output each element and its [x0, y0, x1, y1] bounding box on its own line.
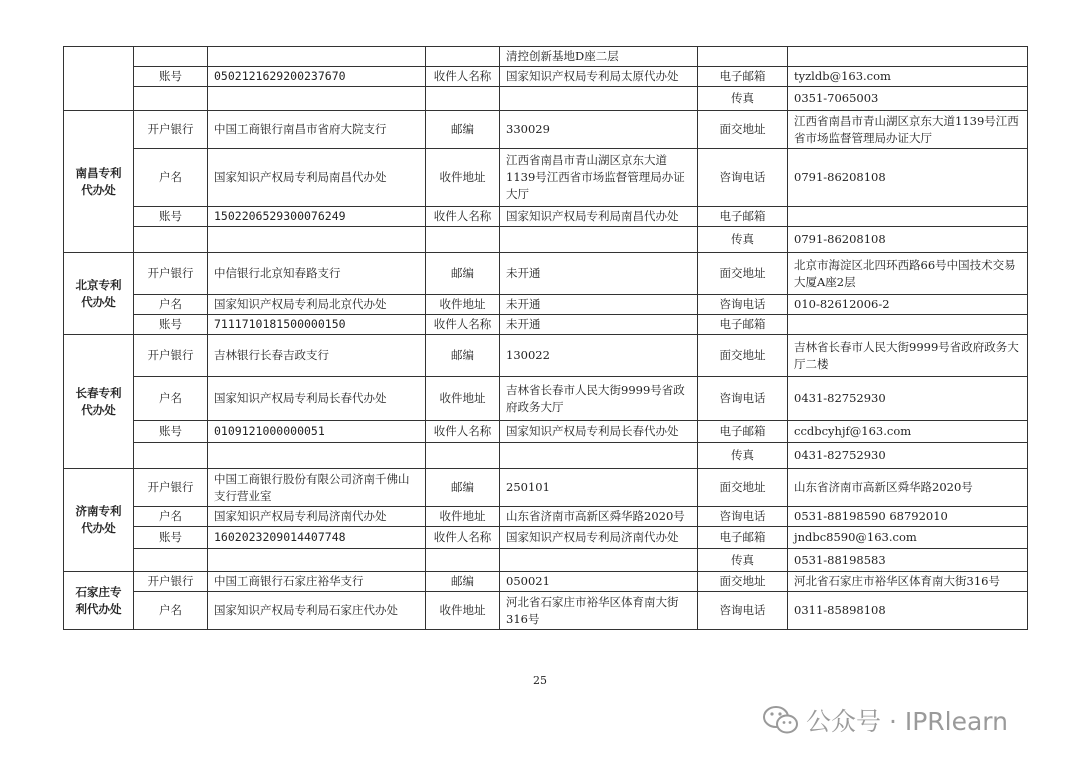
- row-value: 吉林银行长春吉政支行: [208, 335, 426, 377]
- table-row: [64, 253, 1028, 295]
- table-row: [64, 335, 1028, 377]
- row-value: 中国工商银行股份有限公司济南千佛山支行营业室: [208, 469, 426, 507]
- row-label: 邮编: [426, 469, 500, 507]
- row-value: 1602023209014407748: [208, 527, 426, 549]
- table-row: [64, 469, 1028, 507]
- row-label: 面交地址: [698, 253, 788, 295]
- row-label: 开户银行: [134, 335, 208, 377]
- row-value: 1502206529300076249: [208, 207, 426, 227]
- row-value: 国家知识产权局专利局济南代办处: [208, 507, 426, 527]
- office-name: 长春专利代办处: [64, 335, 134, 469]
- row-label: [134, 227, 208, 253]
- row-value: 未开通: [500, 253, 698, 295]
- row-value: 0791-86208108: [788, 149, 1028, 207]
- row-value: 吉林省长春市人民大街9999号省政府政务大厅: [500, 377, 698, 421]
- row-value: 吉林省长春市人民大街9999号省政府政务大厅二楼: [788, 335, 1028, 377]
- table-row: [64, 549, 1028, 572]
- row-label: 收件地址: [426, 295, 500, 315]
- row-label: 传真: [698, 87, 788, 111]
- row-label: 账号: [134, 315, 208, 335]
- row-value: 0311-85898108: [788, 592, 1028, 630]
- row-value: 山东省济南市高新区舜华路2020号: [500, 507, 698, 527]
- row-label: 收件人名称: [426, 315, 500, 335]
- row-value: 7111710181500000150: [208, 315, 426, 335]
- wechat-icon: [762, 704, 800, 736]
- row-label: 面交地址: [698, 469, 788, 507]
- row-value: 250101: [500, 469, 698, 507]
- row-label: 户名: [134, 507, 208, 527]
- table-row: [64, 67, 1028, 87]
- row-value: 江西省南昌市青山湖区京东大道1139号江西省市场监督管理局办证大厅: [500, 149, 698, 207]
- row-label: 咨询电话: [698, 592, 788, 630]
- row-value: 中国工商银行南昌市省府大院支行: [208, 111, 426, 149]
- row-value: [788, 315, 1028, 335]
- row-value: 0791-86208108: [788, 227, 1028, 253]
- row-label: 账号: [134, 207, 208, 227]
- row-value: 0531-88198583: [788, 549, 1028, 572]
- row-value: [208, 443, 426, 469]
- row-value: [208, 227, 426, 253]
- row-label: 户名: [134, 295, 208, 315]
- row-value: jndbc8590@163.com: [788, 527, 1028, 549]
- row-value: 国家知识产权局专利局长春代办处: [208, 377, 426, 421]
- page-number: 25: [533, 674, 547, 687]
- table-row: [64, 207, 1028, 227]
- row-value: 0109121000000051: [208, 421, 426, 443]
- row-value: 国家知识产权局专利局太原代办处: [500, 67, 698, 87]
- table-row: [64, 227, 1028, 253]
- row-label: 咨询电话: [698, 295, 788, 315]
- row-label: 收件地址: [426, 377, 500, 421]
- office-name: 济南专利代办处: [64, 469, 134, 572]
- row-label: [426, 87, 500, 111]
- row-value: 国家知识产权局专利局南昌代办处: [208, 149, 426, 207]
- row-label: 开户银行: [134, 253, 208, 295]
- row-value: 河北省石家庄市裕华区体育南大街316号: [500, 592, 698, 630]
- row-value: 050021: [500, 572, 698, 592]
- row-label: [134, 443, 208, 469]
- row-value: 国家知识产权局专利局长春代办处: [500, 421, 698, 443]
- row-label: 开户银行: [134, 469, 208, 507]
- table-row: [64, 315, 1028, 335]
- row-value: 0431-82752930: [788, 377, 1028, 421]
- row-value: 北京市海淀区北四环西路66号中国技术交易大厦A座2层: [788, 253, 1028, 295]
- row-value: 中信银行北京知春路支行: [208, 253, 426, 295]
- row-value: 0351-7065003: [788, 87, 1028, 111]
- watermark-text: 公众号 · IPRlearn: [806, 707, 1008, 736]
- watermark: [762, 702, 1008, 738]
- row-value: ccdbcyhjf@163.com: [788, 421, 1028, 443]
- row-label: [426, 549, 500, 572]
- row-value: 0531-88198590 68792010: [788, 507, 1028, 527]
- row-label: 户名: [134, 377, 208, 421]
- row-label: 电子邮箱: [698, 207, 788, 227]
- row-value: [500, 549, 698, 572]
- row-value: 江西省南昌市青山湖区京东大道1139号江西省市场监督管理局办证大厅: [788, 111, 1028, 149]
- row-value: [208, 87, 426, 111]
- row-value: 130022: [500, 335, 698, 377]
- table-row: [64, 47, 1028, 67]
- row-label: 邮编: [426, 572, 500, 592]
- contact-table: [63, 46, 1028, 630]
- row-value: 清控创新基地D座二层: [500, 47, 698, 67]
- office-name: 石家庄专利代办处: [64, 572, 134, 630]
- row-label: 面交地址: [698, 572, 788, 592]
- row-value: [500, 443, 698, 469]
- office-name: [64, 47, 134, 111]
- row-label: 电子邮箱: [698, 527, 788, 549]
- office-name: 南昌专利代办处: [64, 111, 134, 253]
- row-label: 电子邮箱: [698, 67, 788, 87]
- row-value: 国家知识产权局专利局南昌代办处: [500, 207, 698, 227]
- row-label: 邮编: [426, 253, 500, 295]
- row-value: [500, 87, 698, 111]
- table-row: [64, 111, 1028, 149]
- row-label: 咨询电话: [698, 507, 788, 527]
- row-label: 收件人名称: [426, 421, 500, 443]
- row-label: 传真: [698, 443, 788, 469]
- row-label: 户名: [134, 592, 208, 630]
- row-value: 河北省石家庄市裕华区体育南大街316号: [788, 572, 1028, 592]
- row-label: 开户银行: [134, 111, 208, 149]
- row-label: 电子邮箱: [698, 315, 788, 335]
- row-label: 邮编: [426, 111, 500, 149]
- table-row: [64, 149, 1028, 207]
- row-value: [788, 207, 1028, 227]
- row-label: 收件人名称: [426, 67, 500, 87]
- row-label: 收件人名称: [426, 207, 500, 227]
- table-row: [64, 87, 1028, 111]
- row-value: 未开通: [500, 295, 698, 315]
- row-label: [426, 227, 500, 253]
- row-label: 咨询电话: [698, 377, 788, 421]
- row-label: 面交地址: [698, 111, 788, 149]
- row-value: [208, 47, 426, 67]
- row-label: 收件地址: [426, 592, 500, 630]
- row-value: [788, 47, 1028, 67]
- row-label: [426, 47, 500, 67]
- row-value: 未开通: [500, 315, 698, 335]
- row-label: [134, 549, 208, 572]
- row-value: 国家知识产权局专利局济南代办处: [500, 527, 698, 549]
- office-name: 北京专利代办处: [64, 253, 134, 335]
- row-label: [426, 443, 500, 469]
- row-value: 国家知识产权局专利局北京代办处: [208, 295, 426, 315]
- table-row: [64, 295, 1028, 315]
- row-value: 中国工商银行石家庄裕华支行: [208, 572, 426, 592]
- row-value: [208, 549, 426, 572]
- row-label: 账号: [134, 67, 208, 87]
- row-label: 传真: [698, 227, 788, 253]
- row-value: [500, 227, 698, 253]
- row-label: 邮编: [426, 335, 500, 377]
- row-label: 收件地址: [426, 507, 500, 527]
- row-value: 0502121629200237670: [208, 67, 426, 87]
- table-row: [64, 507, 1028, 527]
- table-row: [64, 421, 1028, 443]
- row-label: 收件地址: [426, 149, 500, 207]
- row-label: 账号: [134, 527, 208, 549]
- table-row: [64, 572, 1028, 592]
- row-label: 电子邮箱: [698, 421, 788, 443]
- row-label: [698, 47, 788, 67]
- row-label: 面交地址: [698, 335, 788, 377]
- row-label: 收件人名称: [426, 527, 500, 549]
- row-label: [134, 47, 208, 67]
- row-label: [134, 87, 208, 111]
- row-value: 0431-82752930: [788, 443, 1028, 469]
- row-label: 传真: [698, 549, 788, 572]
- row-value: 国家知识产权局专利局石家庄代办处: [208, 592, 426, 630]
- table-row: [64, 443, 1028, 469]
- table-row: [64, 527, 1028, 549]
- row-label: 开户银行: [134, 572, 208, 592]
- row-value: 山东省济南市高新区舜华路2020号: [788, 469, 1028, 507]
- row-label: 账号: [134, 421, 208, 443]
- row-label: 户名: [134, 149, 208, 207]
- table-row: [64, 377, 1028, 421]
- row-value: 330029: [500, 111, 698, 149]
- row-label: 咨询电话: [698, 149, 788, 207]
- table-row: [64, 592, 1028, 630]
- row-value: tyzldb@163.com: [788, 67, 1028, 87]
- row-value: 010-82612006-2: [788, 295, 1028, 315]
